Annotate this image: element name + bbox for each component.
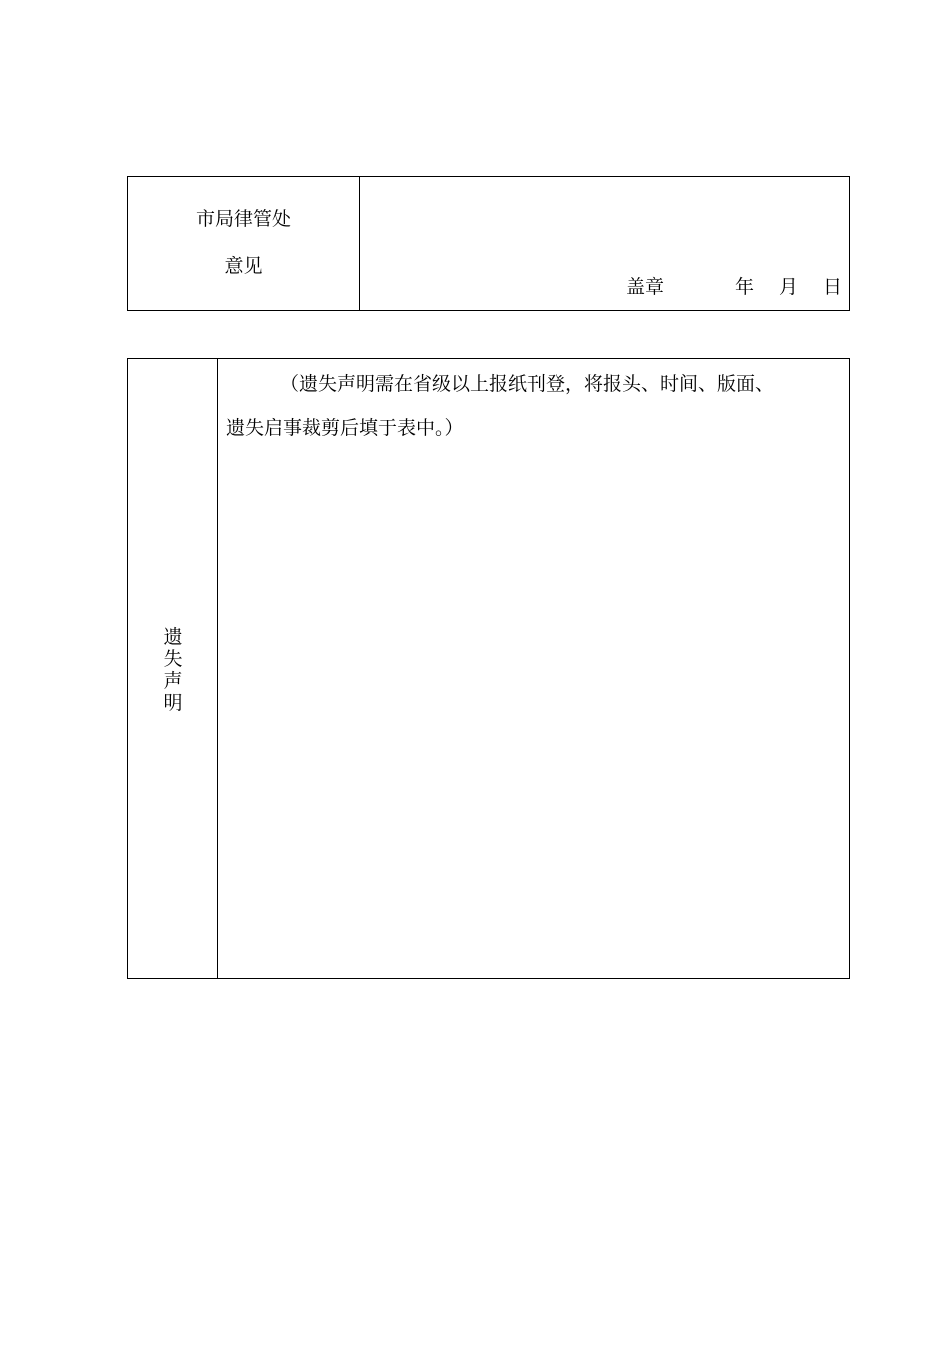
day-label: 日: [823, 276, 843, 298]
opinion-table: [127, 176, 850, 311]
loss-declaration-paste-area[interactable]: [218, 359, 849, 978]
instruction-note-line2: 遗失启事裁剪后填于表中。）: [226, 417, 464, 439]
year-label: 年: [735, 276, 755, 298]
label-char: 明: [163, 692, 183, 714]
opinion-input-area[interactable]: [360, 177, 849, 310]
label-char: 失: [163, 648, 183, 670]
instruction-note-line1: （遗失声明需在省级以上报纸刊登，将报头、时间、版面、: [280, 373, 775, 395]
loss-declaration-table: [127, 358, 850, 979]
month-label: 月: [779, 276, 799, 298]
label-char: 声: [163, 670, 183, 692]
seal-label: 盖章: [626, 276, 665, 298]
loss-declaration-label: [128, 626, 218, 714]
opinion-label-line2: 意见: [224, 255, 263, 277]
opinion-label-line1: 市局律管处: [195, 208, 291, 230]
label-char: 遗: [163, 626, 183, 648]
